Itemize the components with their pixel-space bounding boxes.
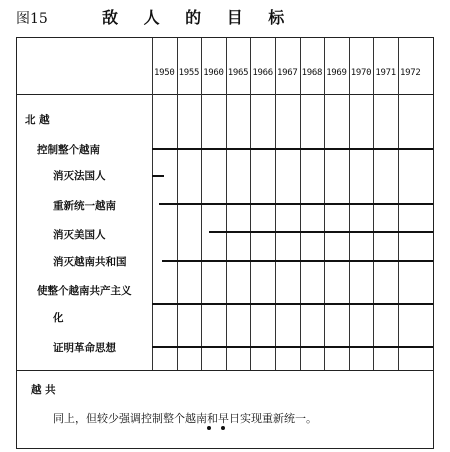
year-label: 1960 xyxy=(203,68,224,78)
row-label-eliminate-americans: 消灭美国人 xyxy=(53,229,106,241)
timeline-bar xyxy=(209,231,433,233)
figure-number: 图15 xyxy=(16,11,48,27)
figure-heading: 敌 人 的 目 标 xyxy=(102,8,295,27)
year-label: 1970 xyxy=(350,68,372,78)
year-label: 1966 xyxy=(252,68,273,78)
timeline-bar xyxy=(152,148,433,150)
figure-title xyxy=(16,4,295,32)
row-label-communize-vietnam: 使整个越南共产主义 xyxy=(37,285,132,297)
section-north-label: 北 越 xyxy=(25,114,50,126)
row-label-prove-ideology: 证明革命思想 xyxy=(53,342,116,354)
row-label-eliminate-republic: 消灭越南共和国 xyxy=(53,256,127,268)
year-label: 1968 xyxy=(301,68,323,78)
emphasis-dot xyxy=(207,426,211,430)
year-label: 1955 xyxy=(178,68,200,78)
row-label-reunify-vietnam: 重新统一越南 xyxy=(53,200,116,212)
section-divider xyxy=(17,370,433,371)
row-label-control-vietnam: 控制整个越南 xyxy=(37,144,100,156)
emphasis-dot xyxy=(221,426,225,430)
vc-note: 同上，但较少强调控制整个越南和早日实现重新统一。 xyxy=(53,412,317,425)
grid-line xyxy=(152,38,153,370)
timeline-bar xyxy=(152,346,433,348)
row-label-communize-cont: 化 xyxy=(53,312,64,324)
timeline-bar xyxy=(159,203,433,205)
section-vc-label: 越 共 xyxy=(31,384,56,396)
timeline-bar xyxy=(152,175,164,177)
row-label-eliminate-french: 消灭法国人 xyxy=(53,170,106,182)
timeline-bar xyxy=(152,303,433,305)
year-label: 1950 xyxy=(154,68,175,78)
year-label: 1971 xyxy=(375,68,396,78)
year-label: 1965 xyxy=(227,68,249,78)
year-label: 1972 xyxy=(400,68,421,78)
timeline-bar xyxy=(162,260,433,262)
goals-table xyxy=(16,37,434,449)
year-label: 1969 xyxy=(326,68,347,78)
year-label: 1967 xyxy=(277,68,298,78)
